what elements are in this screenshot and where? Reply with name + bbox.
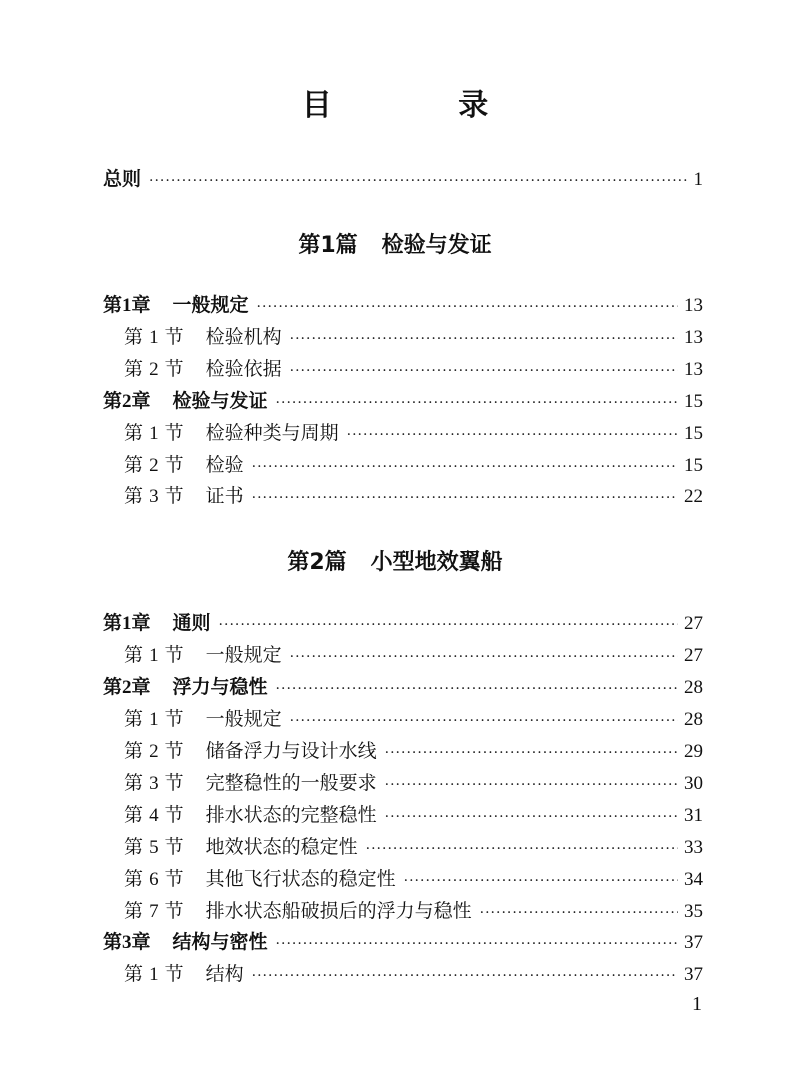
entry-label: 第2章 检验与发证	[103, 390, 268, 412]
entry-label: 第 3 节 证书	[124, 485, 244, 507]
entry-label: 第 1 节 一般规定	[124, 708, 282, 730]
leader-dots	[290, 642, 678, 672]
leader-dots	[276, 929, 678, 959]
entry-label: 第2章 浮力与稳性	[103, 676, 268, 698]
toc-entry-section[interactable]	[124, 959, 703, 989]
page-number: 30	[684, 773, 703, 794]
entry-label: 第 2 节 检验	[124, 454, 244, 476]
toc-entry-section[interactable]	[124, 640, 703, 670]
toc-entry-chapter[interactable]	[103, 672, 703, 702]
leader-dots	[385, 770, 678, 800]
page-number: 34	[684, 869, 703, 890]
leader-dots	[149, 166, 687, 196]
leader-dots	[480, 898, 678, 928]
leader-dots	[219, 610, 678, 640]
toc-entry-chapter[interactable]	[103, 290, 703, 320]
page-number: 1	[693, 169, 703, 190]
entry-label: 第 7 节 排水状态船破损后的浮力与稳性	[124, 900, 472, 922]
entry-label: 第 1 节 一般规定	[124, 644, 282, 666]
leader-dots	[366, 834, 678, 864]
entry-label: 第 1 节 检验种类与周期	[124, 422, 339, 444]
page-number: 28	[684, 677, 703, 698]
toc-entry-section[interactable]	[124, 768, 703, 798]
entry-label: 第1章 通则	[103, 612, 211, 634]
leader-dots	[276, 388, 678, 418]
toc-entry-section[interactable]	[124, 418, 703, 448]
page-number: 27	[684, 645, 703, 666]
folio-page-number: 1	[692, 993, 702, 1015]
leader-dots	[290, 356, 678, 386]
leader-dots	[252, 483, 678, 513]
leader-dots	[290, 324, 678, 354]
entry-label: 第 4 节 排水状态的完整稳性	[124, 804, 377, 826]
page-number: 13	[684, 359, 703, 380]
leader-dots	[385, 738, 678, 768]
leader-dots	[347, 420, 678, 450]
page-number: 37	[684, 932, 703, 953]
page-number: 33	[684, 837, 703, 858]
entry-label: 第 5 节 地效状态的稳定性	[124, 836, 358, 858]
leader-dots	[257, 292, 678, 322]
page-number: 29	[684, 741, 703, 762]
page-number: 31	[684, 805, 703, 826]
leader-dots	[276, 674, 678, 704]
entry-label: 第3章 结构与密性	[103, 931, 268, 953]
toc-entry-section[interactable]	[124, 481, 703, 511]
toc-entry-section[interactable]	[124, 736, 703, 766]
part-heading-1: 第1篇 检验与发证	[298, 233, 492, 258]
entry-label: 第 3 节 完整稳性的一般要求	[124, 772, 377, 794]
toc-entry-section[interactable]	[124, 704, 703, 734]
page-number: 15	[684, 455, 703, 476]
entry-label: 第 2 节 检验依据	[124, 358, 282, 380]
page-title: 目 录	[301, 88, 547, 123]
entry-label: 第 6 节 其他飞行状态的稳定性	[124, 868, 396, 890]
page-number: 15	[684, 391, 703, 412]
page-number: 13	[684, 327, 703, 348]
leader-dots	[404, 866, 678, 896]
leader-dots	[385, 802, 678, 832]
toc-entry-chapter[interactable]	[103, 386, 703, 416]
page-number: 22	[684, 486, 703, 507]
toc-entry-section[interactable]	[124, 450, 703, 480]
toc-entry-section[interactable]	[124, 864, 703, 894]
page-number: 28	[684, 709, 703, 730]
page-number: 35	[684, 901, 703, 922]
toc-entry-section[interactable]	[124, 322, 703, 352]
entry-label: 第 1 节 结构	[124, 963, 244, 985]
leader-dots	[252, 452, 678, 482]
toc-entry-chapter[interactable]	[103, 608, 703, 638]
toc-entry-section[interactable]	[124, 896, 703, 926]
toc-entry-section[interactable]	[124, 800, 703, 830]
page-number: 27	[684, 613, 703, 634]
toc-entry-section[interactable]	[124, 832, 703, 862]
entry-label: 总则	[103, 168, 142, 190]
page-number: 13	[684, 295, 703, 316]
leader-dots	[290, 706, 678, 736]
entry-label: 第 2 节 储备浮力与设计水线	[124, 740, 377, 762]
part-heading-2: 第2篇 小型地效翼船	[287, 550, 503, 575]
entry-label: 第 1 节 检验机构	[124, 326, 282, 348]
page-number: 15	[684, 423, 703, 444]
page-number: 37	[684, 964, 703, 985]
toc-entry-chapter[interactable]	[103, 927, 703, 957]
toc-entry-general[interactable]	[103, 164, 703, 194]
leader-dots	[252, 961, 678, 991]
entry-label: 第1章 一般规定	[103, 294, 249, 316]
toc-entry-section[interactable]	[124, 354, 703, 384]
